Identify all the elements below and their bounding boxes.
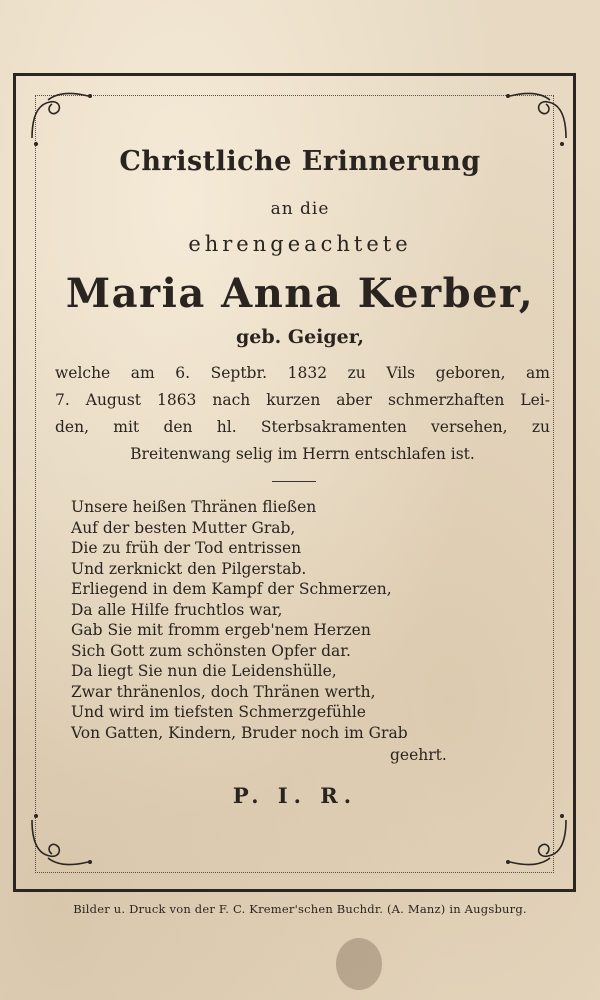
corner-ornament-top-left-icon	[28, 86, 98, 146]
stain-spot	[336, 938, 382, 990]
biography-line: welche am 6. Septbr. 1832 zu Vils geboren, am	[55, 364, 550, 382]
dedication-honorific: ehrengeachtete	[188, 232, 412, 256]
poem-tail-word: geehrt.	[390, 746, 447, 764]
corner-ornament-bottom-right-icon	[500, 812, 570, 872]
rip-abbreviation: P. I. R.	[232, 783, 358, 808]
corner-ornament-bottom-left-icon	[28, 812, 98, 872]
deceased-name: Maria Anna Kerber,	[65, 270, 535, 317]
poem-line: Sich Gott zum schönsten Opfer dar.	[71, 641, 351, 660]
poem-line: Und wird im tiefsten Schmerzgefühle	[71, 703, 366, 721]
biography-paragraph	[55, 360, 550, 468]
biography-line: 7. August 1863 nach kurzen aber schmerzhaften Lei-	[55, 391, 550, 409]
poem-line: Da liegt Sie nun die Leidenshülle,	[71, 662, 337, 680]
poem-line: Da alle Hilfe fruchtlos war,	[71, 600, 283, 619]
card-title: Christliche Erinnerung	[119, 146, 481, 177]
corner-ornament-top-right-icon	[500, 86, 570, 146]
printer-imprint: Bilder u. Druck von der F. C. Kremer'schen Buchdr. (A. Manz) in Augsburg.	[73, 902, 527, 916]
dedication-an-die: an die	[270, 199, 330, 219]
maiden-name: geb. Geiger,	[235, 326, 365, 348]
poem-line: Die zu früh der Tod entrissen	[71, 539, 302, 557]
poem-line: Gab Sie mit fromm ergeb'nem Herzen	[71, 621, 371, 639]
memorial-poem	[71, 497, 531, 743]
separator-rule	[272, 481, 316, 482]
poem-line: Von Gatten, Kindern, Bruder noch im Grab	[71, 723, 408, 742]
poem-line: Und zerknickt den Pilgerstab.	[71, 559, 307, 578]
biography-line: Breitenwang selig im Herrn entschlafen ist.	[130, 445, 475, 463]
poem-line: Zwar thränenlos, doch Thränen werth,	[71, 682, 376, 701]
poem-line: Auf der besten Mutter Grab,	[71, 518, 296, 537]
poem-line: Erliegend in dem Kampf der Schmerzen,	[71, 580, 392, 598]
poem-line: Unsere heißen Thränen fließen	[71, 498, 317, 516]
biography-line: den, mit den hl. Sterbsakramenten versehen, zu	[55, 418, 550, 436]
